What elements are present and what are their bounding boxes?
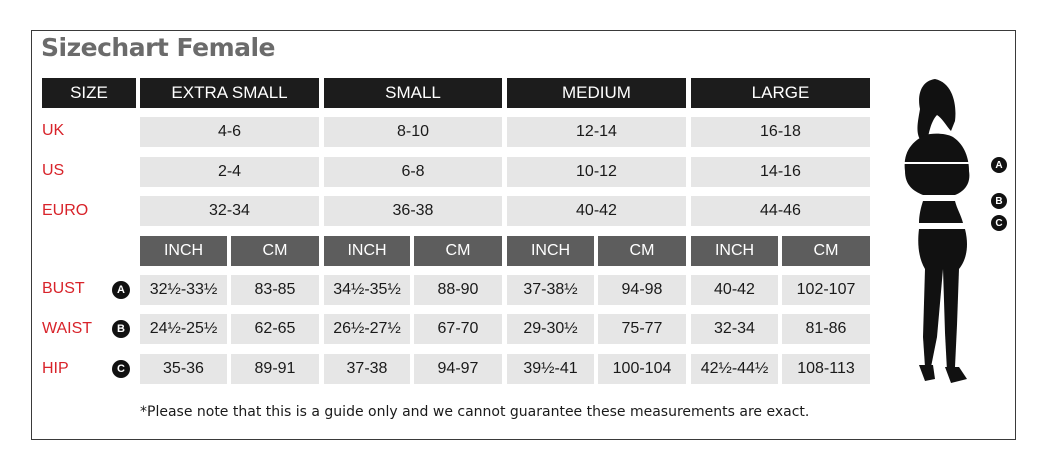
unit-header: INCH — [507, 236, 594, 266]
euro-m: 40-42 — [507, 196, 686, 226]
bust-xs-cm: 83-85 — [231, 275, 319, 305]
us-s: 6-8 — [324, 157, 502, 187]
waist-xs-inch: 24½-25½ — [140, 314, 227, 344]
page-title: Sizechart Female — [41, 33, 276, 62]
badge-a-icon: A — [112, 281, 130, 299]
us-xs: 2-4 — [140, 157, 319, 187]
figure-badge-b-icon: B — [991, 193, 1007, 209]
hip-xs-cm: 89-91 — [231, 354, 319, 384]
row-label-us: US — [42, 162, 65, 179]
row-label-waist: WAIST — [42, 320, 93, 337]
size-header: SIZE — [42, 78, 136, 108]
unit-header: INCH — [324, 236, 410, 266]
uk-s: 8-10 — [324, 117, 502, 147]
waist-l-cm: 81-86 — [782, 314, 870, 344]
waist-s-cm: 67-70 — [414, 314, 502, 344]
hip-s-cm: 94-97 — [414, 354, 502, 384]
hip-l-inch: 42½-44½ — [691, 354, 778, 384]
figure-badge-a-icon: A — [991, 157, 1007, 173]
euro-s: 36-38 — [324, 196, 502, 226]
row-label-hip: HIP — [42, 360, 69, 377]
unit-header: CM — [782, 236, 870, 266]
row-label-uk: UK — [42, 122, 65, 139]
unit-header: CM — [598, 236, 686, 266]
badge-c-icon: C — [112, 360, 130, 378]
size-header-m: MEDIUM — [507, 78, 686, 108]
bust-l-inch: 40-42 — [691, 275, 778, 305]
unit-header: INCH — [691, 236, 778, 266]
size-header-l: LARGE — [691, 78, 870, 108]
figure-badge-c-icon: C — [991, 215, 1007, 231]
us-l: 14-16 — [691, 157, 870, 187]
waist-s-inch: 26½-27½ — [324, 314, 410, 344]
bust-xs-inch: 32½-33½ — [140, 275, 227, 305]
waist-xs-cm: 62-65 — [231, 314, 319, 344]
bust-l-cm: 102-107 — [782, 275, 870, 305]
unit-header: INCH — [140, 236, 227, 266]
uk-l: 16-18 — [691, 117, 870, 147]
waist-m-cm: 75-77 — [598, 314, 686, 344]
size-header-xs: EXTRA SMALL — [140, 78, 319, 108]
us-m: 10-12 — [507, 157, 686, 187]
uk-m: 12-14 — [507, 117, 686, 147]
female-silhouette-icon — [895, 75, 985, 390]
uk-xs: 4-6 — [140, 117, 319, 147]
bust-m-cm: 94-98 — [598, 275, 686, 305]
waist-l-inch: 32-34 — [691, 314, 778, 344]
hip-m-cm: 100-104 — [598, 354, 686, 384]
waist-m-inch: 29-30½ — [507, 314, 594, 344]
hip-l-cm: 108-113 — [782, 354, 870, 384]
disclaimer-note: *Please note that this is a guide only and we cannot guarantee these measurements are exact. — [140, 404, 810, 420]
size-header-s: SMALL — [324, 78, 502, 108]
hip-m-inch: 39½-41 — [507, 354, 594, 384]
row-label-euro: EURO — [42, 202, 89, 219]
bust-s-cm: 88-90 — [414, 275, 502, 305]
unit-header: CM — [231, 236, 319, 266]
unit-header: CM — [414, 236, 502, 266]
hip-s-inch: 37-38 — [324, 354, 410, 384]
bust-s-inch: 34½-35½ — [324, 275, 410, 305]
badge-b-icon: B — [112, 320, 130, 338]
bust-m-inch: 37-38½ — [507, 275, 594, 305]
euro-l: 44-46 — [691, 196, 870, 226]
hip-xs-inch: 35-36 — [140, 354, 227, 384]
euro-xs: 32-34 — [140, 196, 319, 226]
row-label-bust: BUST — [42, 280, 85, 297]
